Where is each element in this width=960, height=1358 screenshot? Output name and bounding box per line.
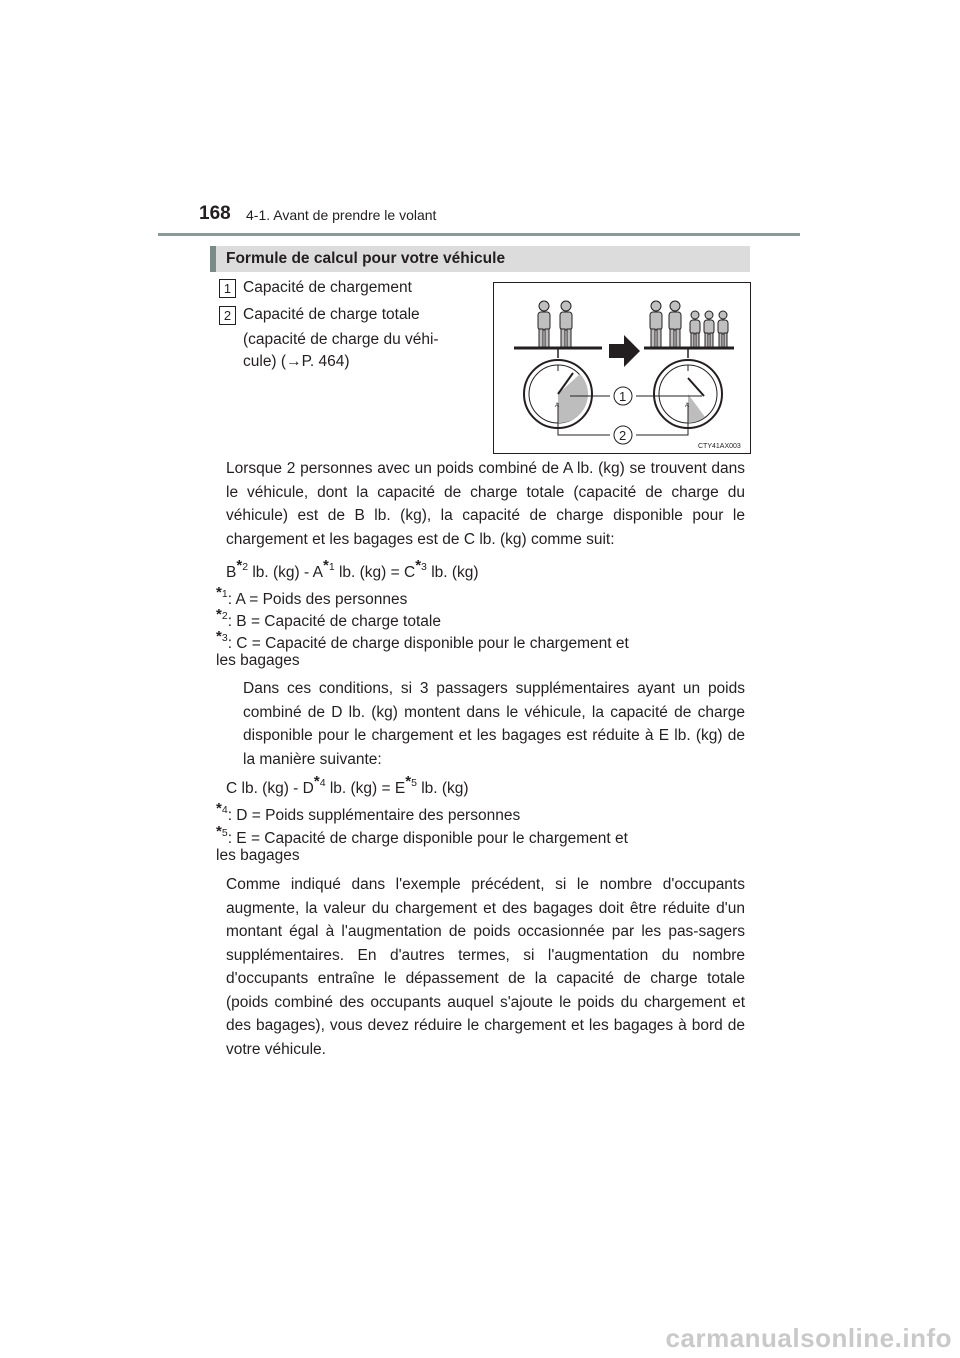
footnote-marker <box>216 800 228 817</box>
item-2-line3-start: cule) ( <box>243 353 287 370</box>
formula-1 <box>226 556 479 584</box>
footnote-marker-number: 3 <box>221 632 228 644</box>
item-number-badge: 1 <box>219 279 236 298</box>
footnote-ref-number: 3 <box>421 561 427 573</box>
footnote-marker-number: 2 <box>221 610 228 622</box>
footnote-marker <box>216 584 228 601</box>
footnote-marker <box>216 606 228 623</box>
arrow-icon: → <box>286 353 302 370</box>
footnote-ref <box>405 773 417 790</box>
formula-2-c: C lb. (kg) - D <box>226 780 314 798</box>
footnote-ref-number: 4 <box>319 777 326 789</box>
paragraph-2: Dans ces conditions, si 3 passagers supplémentaires ayant un poids combiné de D lb. (kg) montent dans le véhicule, la capacité de charge disponible pour le chargement et les bagages est réduite à E lb. (kg) de la manière suivante: <box>243 680 745 768</box>
person-icon <box>669 301 681 347</box>
paragraph-3: Comme indiqué dans l'exemple précédent, si le nombre d'occupants augmente, la valeur du chargement et des bagages doit être réduite d'un montant égal à l'augmentation de poids occasionnée par les pas-sagers supplémentaires. En d'autres termes, si l'augmentation du nombre d'occupants entraîne le dépassement de la capacité de charge totale (poids combiné des occupants auquel s'ajoute le poids du chargement et des bagages), vous devez réduire le chargement et les bagages à bord de votre véhicule. <box>226 876 745 1058</box>
footnote-continuation: les bagages <box>216 652 300 669</box>
paragraph-1: Lorsque 2 personnes avec un poids combiné de A lb. (kg) se trouvent dans le véhicule, dont la capacité de charge totale (capacité de charge du véhicule) est de B lb. (kg), la capacité de charge disponible pour le chargement et les bagages est de C lb. (kg) comme suit: <box>226 460 745 548</box>
callout-1-label: 1 <box>619 389 627 404</box>
person-icon <box>650 301 662 347</box>
footnote-marker <box>216 628 228 645</box>
page-number: 168 <box>199 203 231 224</box>
footnote-marker-star: * <box>216 823 222 840</box>
item-2-line2: (capacité de charge du véhi- <box>243 331 439 348</box>
footnote-text: : C = Capacité de charge disponible pour le chargement et <box>227 635 629 653</box>
footnote-text: : A = Poids des personnes <box>227 591 408 609</box>
loading-capacity-figure <box>493 282 751 454</box>
formula-1-part1: lb. (kg) - A <box>248 564 323 582</box>
footnote-marker-number: 5 <box>221 827 228 839</box>
section-heading-text: Formule de calcul pour votre véhicule <box>226 250 506 267</box>
footnote-ref-number: 5 <box>411 777 417 789</box>
dial-marker-left: A <box>555 403 560 409</box>
footnote-marker-star: * <box>216 584 222 601</box>
figure-code: CTY41AX003 <box>698 443 741 450</box>
formula-1-b: B <box>226 564 237 582</box>
footnote-text: : D = Poids supplémentaire des personnes <box>227 807 521 825</box>
footnote-ref-star: * <box>322 557 329 574</box>
header-rule <box>158 233 800 236</box>
footnote-continuation: les bagages <box>216 847 300 864</box>
footnote-marker-number: 1 <box>221 588 228 600</box>
footnote-ref <box>236 557 249 574</box>
footnote-ref-star: * <box>415 557 422 574</box>
footnote-ref-star: * <box>405 773 412 790</box>
section-heading <box>210 246 750 272</box>
person-icon <box>538 301 550 347</box>
person-icon <box>690 311 700 347</box>
footnote-marker <box>216 823 228 840</box>
formula-2-part1: lb. (kg) = E <box>325 780 406 798</box>
person-icon <box>718 311 728 347</box>
footnote-ref-star: * <box>313 773 320 790</box>
page-reference-link[interactable]: P. 464) <box>301 353 350 370</box>
item-number-badge: 2 <box>219 306 236 325</box>
dial-marker-right: A <box>685 403 690 409</box>
footnote-text: : B = Capacité de charge totale <box>227 613 441 631</box>
section-title: 4-1. Avant de prendre le volant <box>246 207 437 223</box>
loading-capacity-illustration <box>494 283 750 453</box>
item-2-line1: Capacité de charge totale <box>243 306 420 323</box>
footnote-ref <box>415 557 427 574</box>
person-icon <box>704 311 714 347</box>
footnote-marker-number: 4 <box>221 804 228 816</box>
footnote-marker-star: * <box>216 800 222 817</box>
formula-2 <box>226 772 469 800</box>
formula-2-part2: lb. (kg) <box>416 780 469 798</box>
person-icon <box>560 301 572 347</box>
callout-2-label: 2 <box>619 428 627 443</box>
item-2-line3 <box>243 349 350 374</box>
footnote-ref-star: * <box>236 557 243 574</box>
footnote-ref <box>322 557 335 574</box>
footnote-ref-number: 2 <box>242 561 249 573</box>
watermark: carmanualsonline.info <box>665 1323 952 1353</box>
item-1-text: Capacité de chargement <box>243 279 412 296</box>
formula-1-part2: lb. (kg) = C <box>334 564 416 582</box>
footnote-ref <box>313 773 326 790</box>
footnote-ref-number: 1 <box>328 561 335 573</box>
footnote-text: : E = Capacité de charge disponible pour le chargement et <box>227 830 628 848</box>
arrow-right-icon <box>609 335 640 367</box>
footnote-marker-star: * <box>216 606 222 623</box>
footnote-marker-star: * <box>216 628 222 645</box>
formula-1-part3: lb. (kg) <box>426 564 479 582</box>
